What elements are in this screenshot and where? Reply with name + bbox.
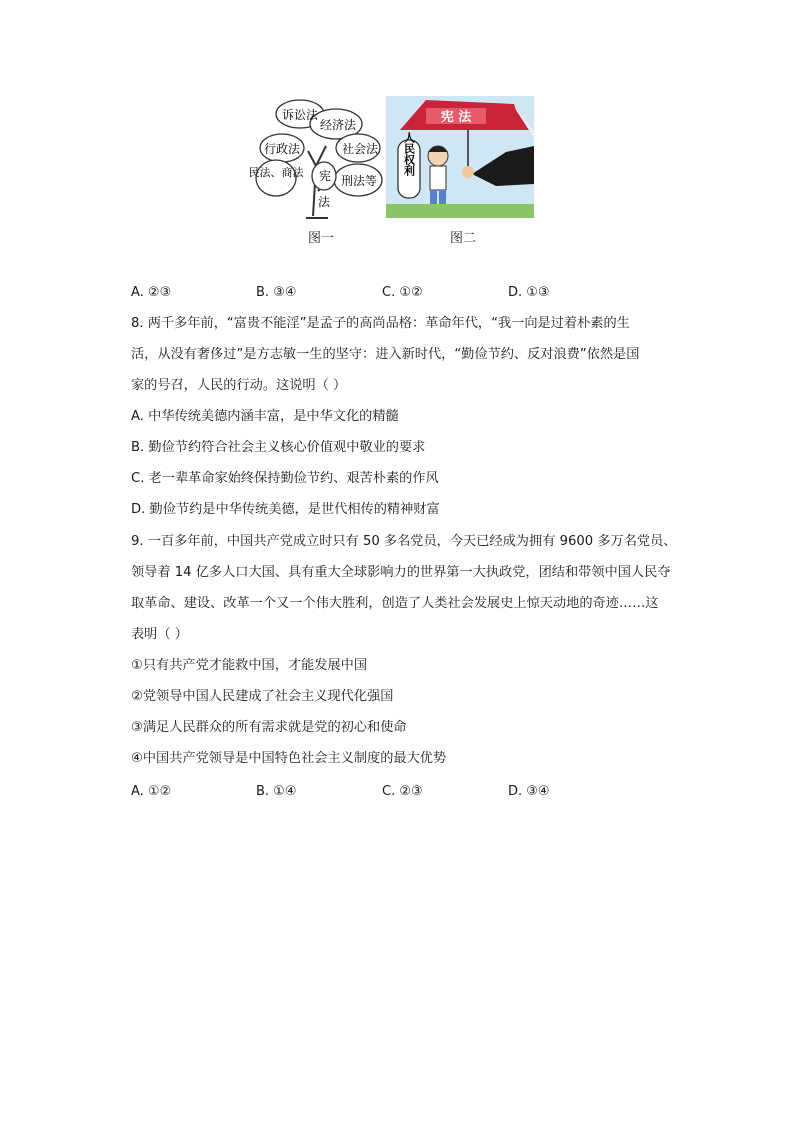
q9-stem-line-3: 取革命、建设、改革一个又一个伟大胜利，创造了人类社会发展史上惊天动地的奇迹……这 — [131, 596, 659, 611]
figures-block — [248, 96, 538, 246]
q9-option-b: B. ①④ — [256, 784, 297, 799]
q9-option-a: A. ①② — [131, 784, 172, 799]
tree-label-civil-commercial: 民法、商法 — [248, 166, 304, 179]
q8-choice-b: B. 勤俭节约符合社会主义核心价值观中敬业的要求 — [131, 440, 426, 455]
q8-choice-a: A. 中华传统美德内涵丰富，是中华文化的精髓 — [131, 409, 399, 424]
q9-option-c: C. ②③ — [382, 784, 423, 799]
q9-statement-4: ④中国共产党领导是中国特色社会主义制度的最大优势 — [131, 751, 447, 766]
q9-stem-line-1: 9. 一百多年前，中国共产党成立时只有 50 多名党员，今天已经成为拥有 9600 多万名党员、 — [131, 534, 677, 549]
tree-label-constitution-part2: 法 — [317, 195, 331, 209]
q7-option-c: C. ①② — [382, 285, 423, 300]
q7-option-d: D. ①③ — [508, 285, 550, 300]
q8-stem-line-2: 活，从没有奢侈过”是方志敏一生的坚守：进入新时代，“勤俭节约、反对浪费”依然是国 — [131, 347, 640, 362]
q7-option-b: B. ③④ — [256, 285, 297, 300]
tree-label-social: 社会法 — [341, 142, 379, 156]
tree-label-litigation: 诉讼法 — [281, 108, 319, 122]
q7-option-a: A. ②③ — [131, 285, 172, 300]
q9-option-d: D. ③④ — [508, 784, 550, 799]
umbrella-text: 宪 法 — [440, 110, 472, 125]
q8-stem-line-3: 家的号召，人民的行动。这说明（ ） — [131, 378, 347, 393]
q9-statement-3: ③满足人民群众的所有需求就是党的初心和使命 — [131, 720, 407, 735]
q8-choice-c: C. 老一辈革命家始终保持勤俭节约、艰苦朴素的作风 — [131, 471, 439, 486]
q9-statement-2: ②党领导中国人民建成了社会主义现代化强国 — [131, 689, 394, 704]
sign-text: 人民权利 — [402, 132, 416, 176]
q8-stem-line-1: 8. 两千多年前，“富贵不能淫”是孟子的高尚品格：革命年代，“我一向是过着朴素的生 — [131, 316, 630, 331]
tree-label-economic: 经济法 — [319, 118, 357, 132]
tree-label-constitution-part1: 宪 — [318, 169, 332, 183]
figure-one-law-tree — [248, 96, 383, 218]
figure-one-caption: 图一 — [308, 231, 335, 246]
q9-stem-line-4: 表明（ ） — [131, 627, 188, 642]
figure-two-caption: 图二 — [450, 231, 477, 246]
tree-label-administrative: 行政法 — [263, 142, 301, 156]
q9-statement-1: ①只有共产党才能救中国，才能发展中国 — [131, 658, 368, 673]
tree-label-criminal: 刑法等 — [340, 174, 378, 188]
figure-two-constitution-umbrella — [386, 96, 534, 218]
q9-stem-line-2: 领导着 14 亿多人口大国、具有重大全球影响力的世界第一大执政党，团结和带领中国人民夺 — [131, 565, 671, 580]
q8-choice-d: D. 勤俭节约是中华传统美德，是世代相传的精神财富 — [131, 502, 440, 517]
